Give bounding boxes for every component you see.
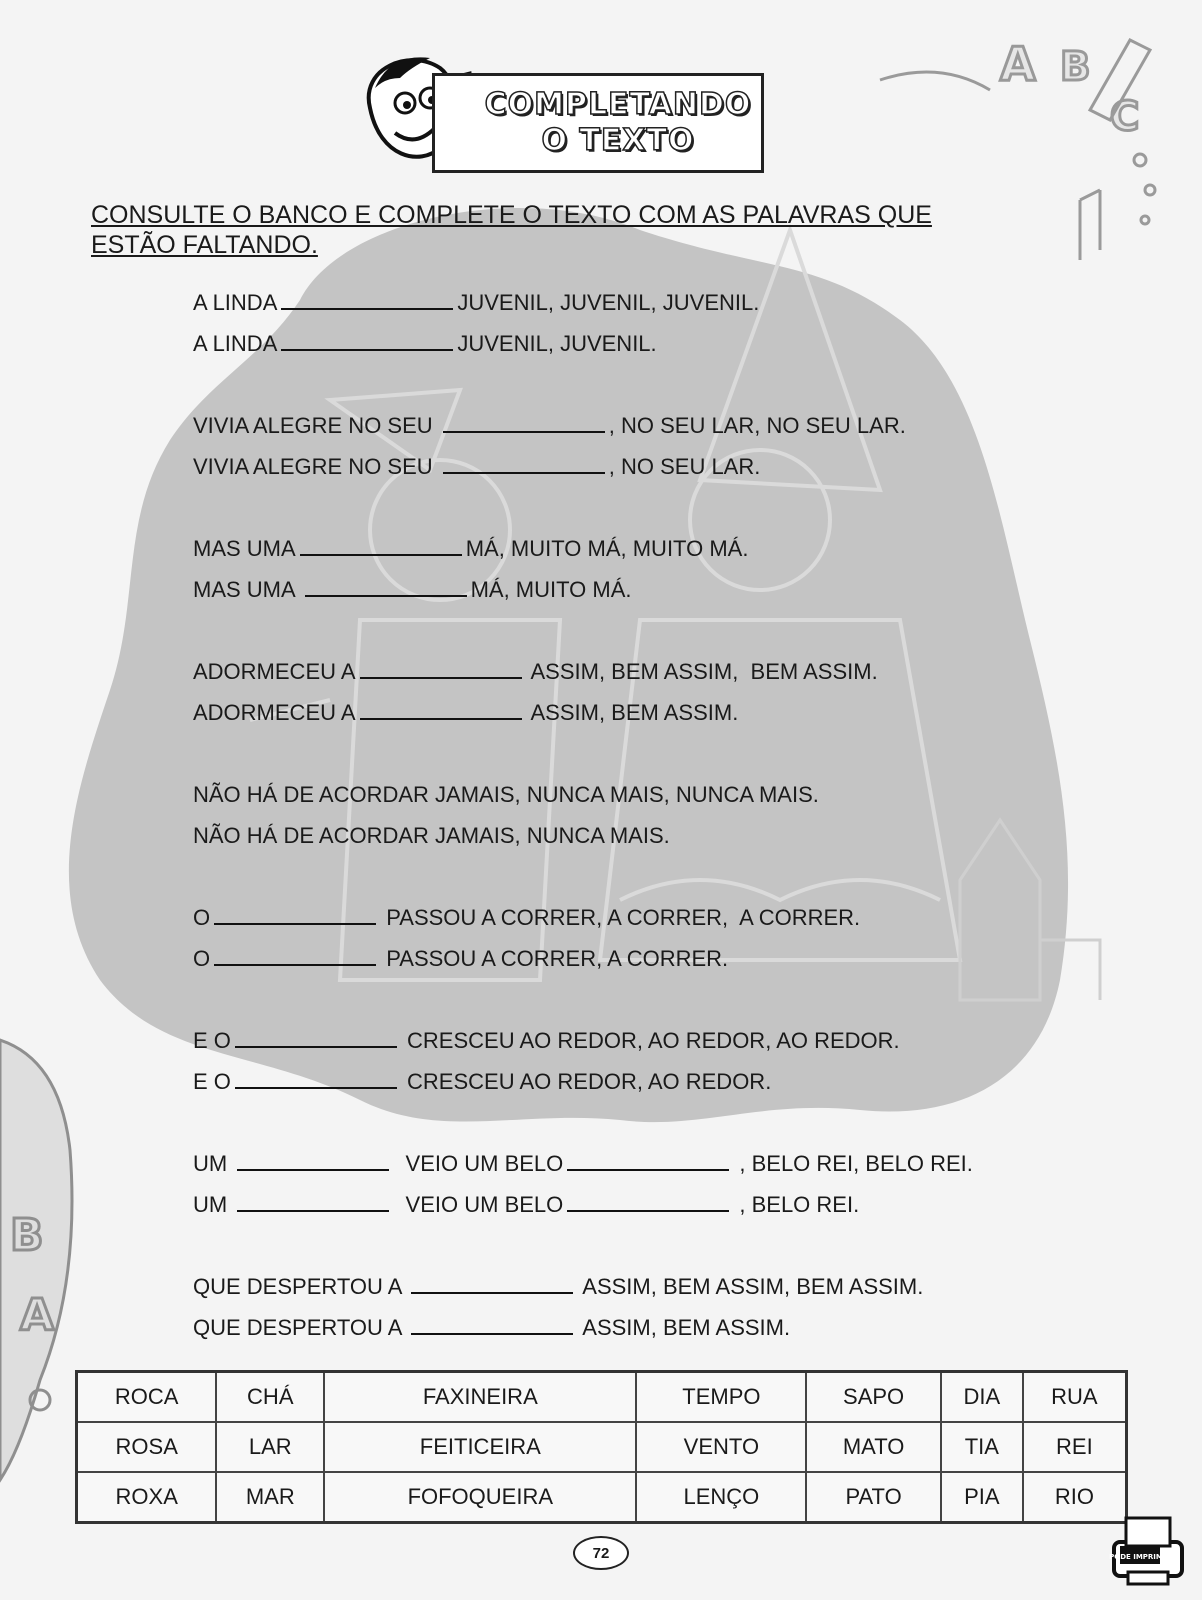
word-bank-row [77,1422,1127,1472]
lyric-text: , BELO REI. [733,1192,860,1217]
lyric-text: ADORMECEU A [193,700,356,725]
lyric-text: ASSIM, BEM ASSIM. [525,700,739,725]
svg-text:A: A [20,1290,55,1341]
lyric-text: JUVENIL, JUVENIL, JUVENIL. [457,290,760,315]
lyric-text: , NO SEU LAR, NO SEU LAR. [608,413,906,438]
lyric-text: UM [193,1151,234,1176]
fill-in-blank[interactable] [360,696,522,720]
word-bank-cell: FOFOQUEIRA [324,1472,636,1523]
lyric-text: E O [193,1028,231,1053]
lyric-text: E O [193,1069,231,1094]
lyric-text: VEIO UM BELO [393,1151,564,1176]
word-bank-cell: VENTO [636,1422,806,1472]
stanza [193,651,1093,733]
fill-in-blank[interactable] [567,1147,729,1171]
word-bank-cell: DIA [941,1372,1023,1423]
lyric-text: UM [193,1192,234,1217]
word-bank-cell: LAR [216,1422,324,1472]
stanza [193,897,1093,979]
page-number: 72 [573,1536,629,1570]
svg-text:C: C [1110,94,1140,140]
svg-text:B: B [10,1210,44,1261]
lyric-text: MAS UMA [193,536,296,561]
fill-in-blank[interactable] [300,532,462,556]
lyric-text: ASSIM, BEM ASSIM, BEM ASSIM. [525,659,878,684]
fill-in-blank[interactable] [443,409,605,433]
lyric-text: PASSOU A CORRER, A CORRER. [380,946,729,971]
lyric-text: NÃO HÁ DE ACORDAR JAMAIS, NUNCA MAIS. [193,823,670,848]
lyric-text: ADORMECEU A [193,659,356,684]
word-bank-cell: PATO [806,1472,941,1523]
fill-in-blank[interactable] [305,573,467,597]
stanza [193,774,1093,856]
fill-in-blank[interactable] [235,1065,397,1089]
word-bank-cell: CHÁ [216,1372,324,1423]
lyric-text: , NO SEU LAR. [608,454,761,479]
fill-in-blank[interactable] [237,1188,389,1212]
lyric-text: QUE DESPERTOU A [193,1315,408,1340]
fill-in-blank[interactable] [411,1311,573,1335]
fill-in-blank[interactable] [214,901,376,925]
word-bank-cell: RUA [1023,1372,1127,1423]
word-bank-cell: FEITICEIRA [324,1422,636,1472]
word-bank-cell: ROCA [77,1372,217,1423]
lyric-line [193,323,1093,364]
word-bank-cell: PIA [941,1472,1023,1523]
instruction-text: CONSULTE O BANCO E COMPLETE O TEXTO COM AS PALAVRAS QUE ESTÃO FALTANDO. [91,201,932,259]
lyric-line [193,1020,1093,1061]
lyric-text: VIVIA ALEGRE NO SEU [193,413,439,438]
lyric-text: O [193,946,211,971]
lyric-text: QUE DESPERTOU A [193,1274,408,1299]
lyric-line [193,1307,1093,1348]
printer-badge-text: PODE IMPRIMIR [1109,1553,1171,1561]
stanza [193,1020,1093,1102]
fill-in-blank[interactable] [360,655,522,679]
lyric-text: JUVENIL, JUVENIL. [457,331,657,356]
letters-corner-doodle [0,1040,72,1480]
word-bank-cell: FAXINEIRA [324,1372,636,1423]
lyric-line [193,1061,1093,1102]
word-bank-cell: SAPO [806,1372,941,1423]
lyric-text: O [193,905,211,930]
lyric-line [193,1266,1093,1307]
fill-in-blank[interactable] [235,1024,397,1048]
lyric-text: A LINDA [193,331,278,356]
lyric-line [193,446,1093,487]
stanza [193,282,1093,364]
word-bank-table [75,1370,1128,1524]
lyric-line [193,815,1093,856]
lyric-line [193,692,1093,733]
lyric-text: MAS UMA [193,577,301,602]
stanza [193,528,1093,610]
fill-in-blank[interactable] [237,1147,389,1171]
word-bank-cell: MAR [216,1472,324,1523]
printer-icon [1106,1512,1190,1588]
fill-in-blank[interactable] [411,1270,573,1294]
svg-text:A: A [1000,37,1036,91]
fill-in-blank[interactable] [281,327,453,351]
title-line-1: COMPLETANDO [484,87,752,122]
word-bank-cell: ROXA [77,1472,217,1523]
lyric-text: CRESCEU AO REDOR, AO REDOR. [400,1069,772,1094]
lyric-text: MÁ, MUITO MÁ. [470,577,632,602]
lyric-text: CRESCEU AO REDOR, AO REDOR, AO REDOR. [400,1028,900,1053]
title-banner [432,73,764,173]
stanza [193,405,1093,487]
title-line-2: O TEXTO [541,123,695,158]
lyric-line [193,282,1093,323]
lyric-text: VIVIA ALEGRE NO SEU [193,454,439,479]
song-lyrics [193,282,1093,1389]
lyric-text: NÃO HÁ DE ACORDAR JAMAIS, NUNCA MAIS, NUNCA MAIS. [193,782,819,807]
word-bank-cell: TIA [941,1422,1023,1472]
stanza [193,1143,1093,1225]
lyric-text: ASSIM, BEM ASSIM, BEM ASSIM. [577,1274,924,1299]
lyric-line [193,405,1093,446]
lyric-text: A LINDA [193,290,278,315]
word-bank-cell: TEMPO [636,1372,806,1423]
word-bank-cell: MATO [806,1422,941,1472]
fill-in-blank[interactable] [214,942,376,966]
lyric-line [193,1143,1093,1184]
stanza [193,1266,1093,1348]
fill-in-blank[interactable] [567,1188,729,1212]
word-bank-row [77,1472,1127,1523]
lyric-text: PASSOU A CORRER, A CORRER, A CORRER. [380,905,861,930]
fill-in-blank[interactable] [443,450,605,474]
lyric-text: ASSIM, BEM ASSIM. [577,1315,791,1340]
lyric-line [193,897,1093,938]
word-bank-cell: LENÇO [636,1472,806,1523]
lyric-line [193,528,1093,569]
lyric-line [193,651,1093,692]
lyric-line [193,569,1093,610]
word-bank-row [77,1372,1127,1423]
svg-text:B: B [1060,44,1091,90]
lyric-text: MÁ, MUITO MÁ, MUITO MÁ. [465,536,749,561]
word-bank-cell: RIO [1023,1472,1127,1523]
lyric-text: VEIO UM BELO [393,1192,564,1217]
lyric-line [193,774,1093,815]
word-bank-cell: REI [1023,1422,1127,1472]
lyric-line [193,1184,1093,1225]
lyric-text: , BELO REI, BELO REI. [733,1151,973,1176]
lyric-line [193,938,1093,979]
word-bank-cell: ROSA [77,1422,217,1472]
fill-in-blank[interactable] [281,286,453,310]
